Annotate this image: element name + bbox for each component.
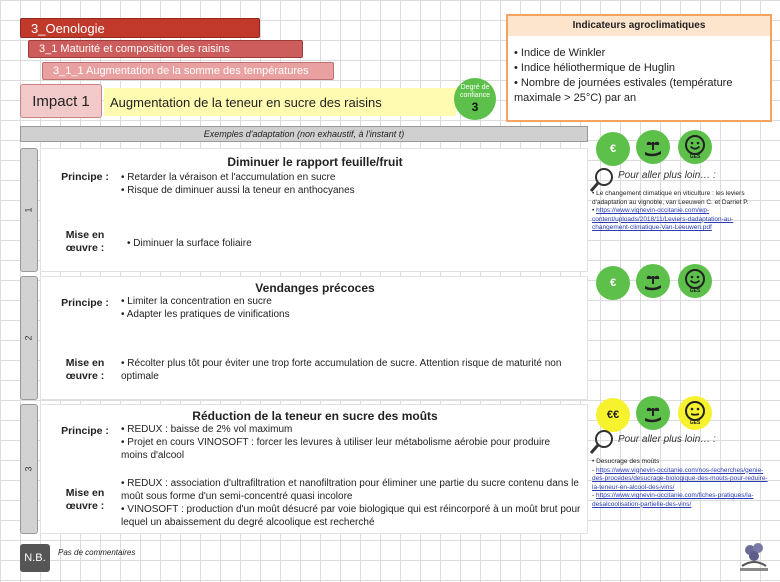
impact-label: Impact 1	[20, 84, 102, 118]
ges-smiley-icon: GES	[678, 264, 712, 298]
mise-label: Mise en œuvre :	[65, 357, 105, 382]
plant-hand-icon	[636, 396, 670, 430]
principe-label: Principe :	[61, 297, 109, 309]
confidence-value: 3	[471, 100, 479, 114]
principe-label: Principe :	[61, 425, 109, 437]
examples-header: Exemples d'adaptation (non exhaustif, à l'instant t)	[20, 126, 588, 142]
mise-label: Mise en œuvre :	[65, 229, 105, 254]
indicators-title: Indicateurs agroclimatiques	[508, 16, 770, 36]
confidence-label: Degré de confiance	[460, 84, 490, 99]
cost-icon: €€	[596, 398, 630, 432]
principe-text: • REDUX : baisse de 2% vol maximum • Projet en cours VINOSOFT : forcer les levures à utiliser leur métabolisme aérobie pour produire moins d'alcool	[121, 423, 561, 462]
section-tab-1: 1	[20, 148, 38, 272]
ges-smiley-icon: GES	[678, 130, 712, 164]
mise-label: Mise en œuvre :	[65, 487, 105, 512]
plant-hand-icon	[636, 130, 670, 164]
plant-hand-icon	[636, 264, 670, 298]
references-1: • Le changement climatique en viticulture : les leviers d'adaptation au vignoble, van Leeuwen C. et Darriet P. • https://www.vignevin-occitanie.com/wp-content/uploads/2018/11/Leviers-dadaptation-au-changement-climatique-Van-Leeuwen.pdf	[592, 190, 749, 231]
principe-text: • Retarder la véraison et l'accumulation en sucre • Risque de diminuer aussi la teneur en anthocyanes	[121, 171, 561, 197]
indicator-item: • Indice de Winkler	[514, 46, 764, 61]
mise-text: • Diminuer la surface foliaire	[127, 237, 567, 250]
section-tab-3: 3	[20, 404, 38, 534]
pour-aller-plus-loin: Pour aller plus loin… :	[618, 434, 716, 445]
indicators-panel	[506, 14, 772, 122]
reference-link[interactable]: https://www.vignevin-occitanie.com/nos-recherches/genie-des-procedes/desucrage-biologique-des-mouts-pour-reduire-la-teneur-en-alcool-des-vins/	[592, 466, 768, 491]
principe-text: • Limiter la concentration en sucre • Adapter les pratiques de vinifications	[121, 295, 561, 321]
reference-link[interactable]: https://www.vignevin-occitanie.com/fiches-pratiques/la-desalcoolisation-partielle-des-vins/	[592, 492, 754, 508]
cost-icon: €	[596, 132, 630, 166]
magnifier-icon	[588, 428, 616, 456]
ges-neutral-icon: GES	[678, 396, 712, 430]
reference-link[interactable]: https://www.vignevin-occitanie.com/wp-content/uploads/2018/11/Leviers-dadaptation-au-changement-climatique-Van-Leeuwen.pdf	[592, 207, 734, 231]
mise-text: • REDUX : association d'ultrafiltration et nanofiltration pour éliminer une partie du sucre contenu dans le moût sous forme d'un semi-concentré quasi incolore • VINOSOFT : production d'un moût désucré par voie biologique qui est réincorporé à un moût brut pour lequel un abaissement du degré alcoolique est recherché	[121, 477, 581, 529]
breadcrumb-level2: 3_1 Maturité et composition des raisins	[28, 40, 303, 58]
pour-aller-plus-loin: Pour aller plus loin… :	[618, 170, 716, 181]
section-title: Diminuer le rapport feuille/fruit	[227, 155, 403, 169]
section-title: Vendanges précoces	[255, 281, 375, 295]
indicator-item: • Indice héliothermique de Huglin	[514, 61, 764, 76]
breadcrumb-level1: 3_Oenologie	[20, 18, 260, 38]
principe-label: Principe :	[61, 171, 109, 183]
references-3: • Desucrage des moûts - https://www.vignevin-occitanie.com/nos-recherches/genie-des-procedes/desucrage-biologique-des-mouts-pour-reduire-la-teneur-en-alcool-des-vins/ - https://www.vignevin-occitanie.com/fiches-pratiques/la-desalcoolisation-partielle-des-vins/	[592, 458, 768, 508]
section-tab-2: 2	[20, 276, 38, 400]
nb-badge: N.B.	[20, 544, 50, 572]
section-1	[40, 148, 588, 272]
mise-text: • Récolter plus tôt pour éviter une trop forte accumulation de sucre. Attention risque de maturité non optimale	[121, 357, 581, 383]
nb-text: Pas de commentaires	[58, 548, 136, 557]
section-title: Réduction de la teneur en sucre des moûts	[192, 409, 438, 423]
impact-title: Augmentation de la teneur en sucre des raisins	[104, 88, 456, 116]
confidence-badge	[454, 78, 496, 120]
indicator-item: • Nombre de journées estivales (température maximale > 25°C) par an	[514, 76, 764, 106]
cost-icon: €	[596, 266, 630, 300]
vine-logo-icon	[736, 536, 772, 576]
section-3	[40, 404, 588, 534]
breadcrumb-level3: 3_1_1 Augmentation de la somme des températures	[42, 62, 334, 80]
section-2	[40, 276, 588, 400]
